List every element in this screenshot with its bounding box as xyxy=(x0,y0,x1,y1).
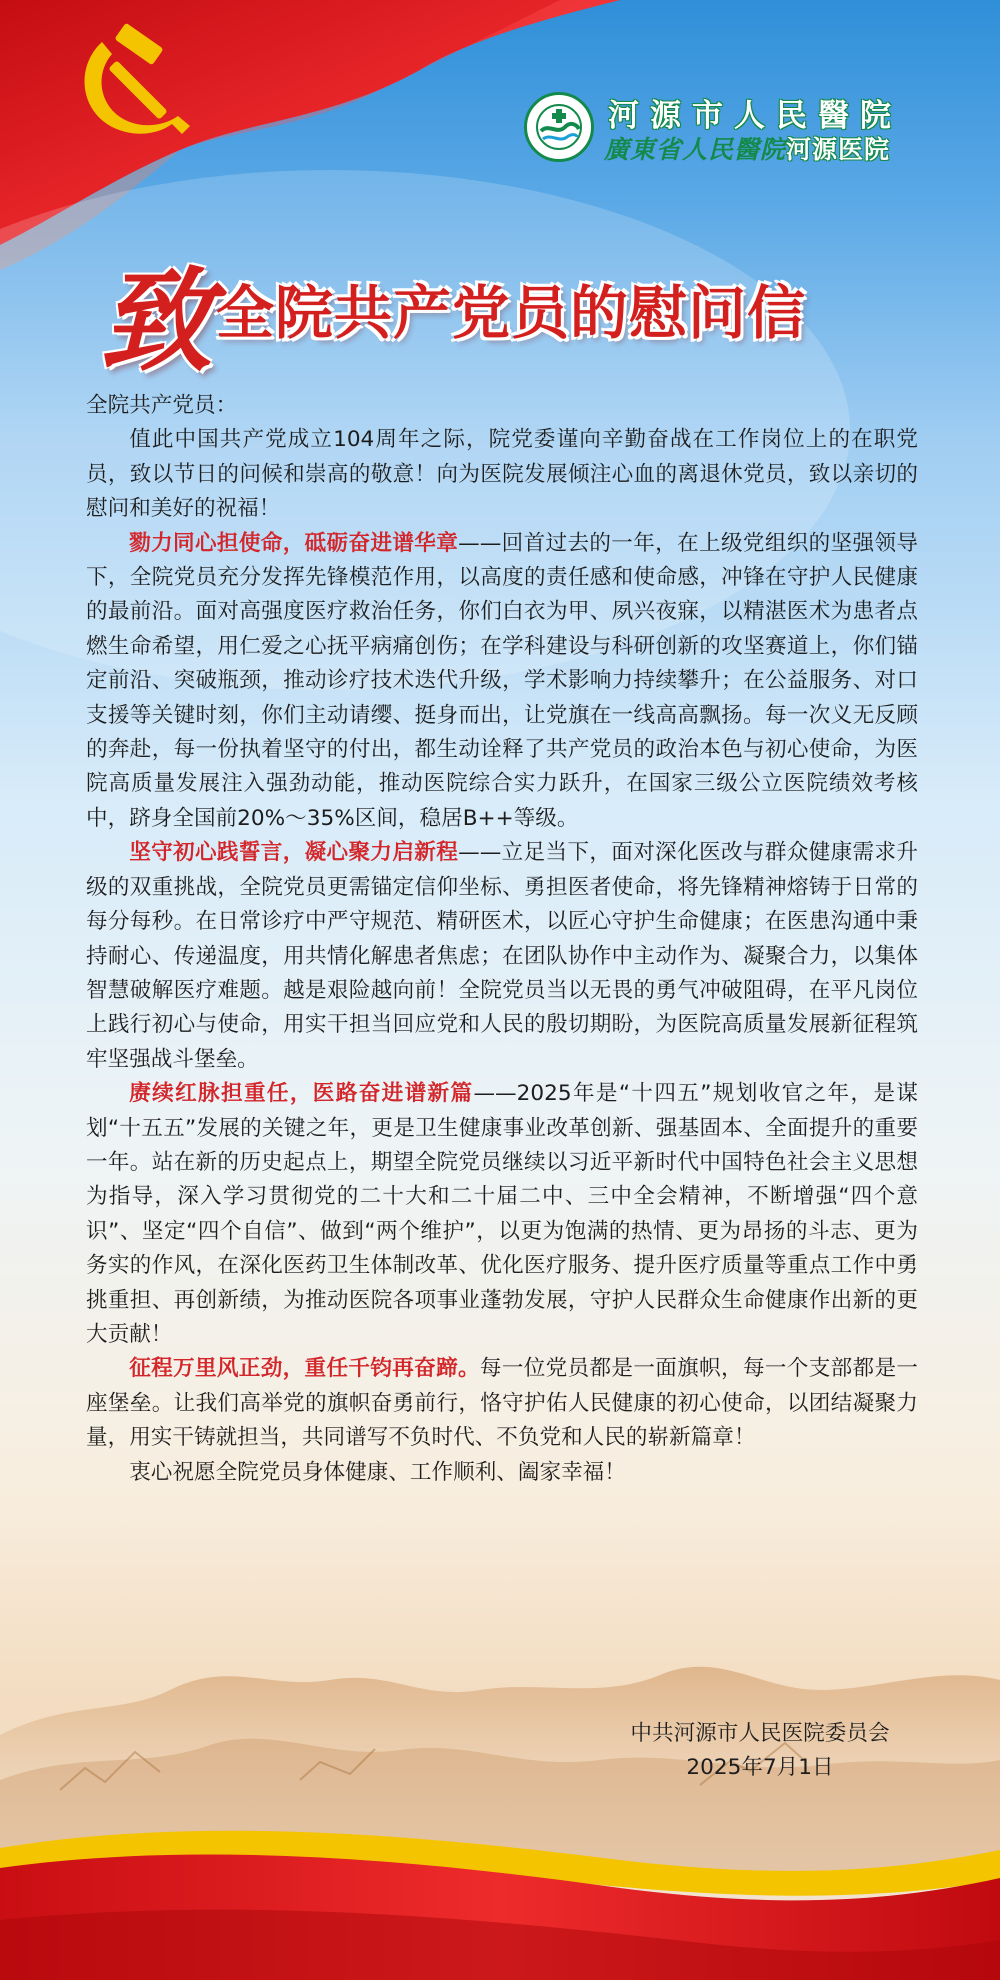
hospital-subname-branch: 河源医院 xyxy=(786,135,891,164)
section-text: ——回首过去的一年，在上级党组织的坚强领导下，全院党员充分发挥先锋模范作用，以高度的责任感和使命感，冲锋在守护人民健康的最前沿。面对高强度医疗救治任务，你们白衣为甲、夙兴夜寐，以精湛医术为患者点燃生命希望，用仁爱之心抚平病痛创伤；在学科建设与科研创新的攻坚赛道上，你们锚定前沿、突破瓶颈，推动诊疗技术迭代升级，学术影响力持续攀升；在公益服务、对口支援等关键时刻，你们主动请缨、挺身而出，让党旗在一线高高飘扬。每一次义无反顾的奔赴，每一份执着坚守的付出，都生动诠释了共产党员的政治本色与初心使命，为医院高质量发展注入强劲动能，推动医院综合实力跃升，在国家三级公立医院绩效考核中，跻身全国前20%～35%区间，稳居B++等级。 xyxy=(86,530,918,831)
letter-section xyxy=(86,527,918,837)
hospital-subname xyxy=(604,130,890,166)
letter-intro: 值此中国共产党成立104周年之际，院党委谨向辛勤奋战在工作岗位上的在职党员，致以节日的问候和崇高的敬意！向为医院发展倾注心血的离退休党员，致以亲切的慰问和美好的祝福！ xyxy=(86,427,918,522)
hammer-and-sickle-icon xyxy=(62,20,202,150)
letter-signoff xyxy=(560,1717,960,1785)
section-text: ——立足当下，面对深化医改与群众健康需求升级的双重挑战，全院党员更需锚定信仰坐标、勇担医者使命，将先锋精神熔铸于日常的每分每秒。在日常诊疗中严守规范、精研医术，以匠心守护生命健康；在医患沟通中秉持耐心、传递温度，用共情化解患者焦虑；在团队协作中主动作为、凝聚合力，以集体智慧破解医疗难题。越是艰险越向前！全院党员当以无畏的勇气冲破阻碍，在平凡岗位上践行初心与使命，用实干担当回应党和人民的殷切期盼，为医院高质量发展新征程筑牢坚强战斗堡垒。 xyxy=(86,840,918,1072)
section-text: 每一位党员都是一面旗帜，每一个支部都是一座堡垒。让我们高举党的旗帜奋勇前行，恪守护佑人民健康的初心使命，以团结凝聚力量，用实干铸就担当，共同谱写不负时代、不负党和人民的崭新篇章！ xyxy=(86,1356,918,1451)
letter-salutation: 全院共产党员： xyxy=(86,393,238,418)
title-first-char: 致 xyxy=(100,256,212,387)
letter-title xyxy=(100,236,960,387)
hospital-name: 河源市人民醫院 xyxy=(608,98,902,134)
hospital-logo xyxy=(524,88,964,168)
hospital-emblem-icon xyxy=(524,92,594,162)
section-heading: 赓续红脉担重任，医路奋进谱新篇 xyxy=(129,1081,474,1107)
title-text: 全院共产党员的慰问信 xyxy=(216,279,807,347)
hospital-subname-parent: 廣東省人民醫院 xyxy=(604,135,787,164)
letter-section xyxy=(86,836,918,1077)
letter-date: 2025年7月1日 xyxy=(686,1755,834,1780)
letter-body xyxy=(86,389,918,1490)
section-heading: 坚守初心践誓言，凝心聚力启新程 xyxy=(129,840,459,866)
section-text: ——2025年是“十四五”规划收官之年，是谋划“十五五”发展的关键之年，更是卫生健康事业改革创新、强基固本、全面提升的重要一年。站在新的历史起点上，期望全院党员继续以习近平新时代中国特色社会主义思想为指导，深入学习贯彻党的二十大和二十届二中、三中全会精神，不断增强“四个意识”、坚定“四个自信”、做到“两个维护”，以更为饱满的热情、更为昂扬的斗志、更为务实的作风，在深化医药卫生体制改革、优化医疗服务、提升医疗质量等重点工作中勇挑重担、再创新绩，为推动医院各项事业蓬勃发展，守护人民群众生命健康作出新的更大贡献！ xyxy=(86,1081,918,1347)
letter-section xyxy=(86,1077,918,1352)
signature: 中共河源市人民医院委员会 xyxy=(630,1721,890,1746)
section-heading: 征程万里风正劲，重任千钧再奋蹄。 xyxy=(129,1356,480,1382)
letter-closing: 衷心祝愿全院党员身体健康、工作顺利、阖家幸福！ xyxy=(129,1459,626,1485)
section-heading: 勠力同心担使命，砥砺奋进谱华章 xyxy=(129,530,459,556)
letter-section xyxy=(86,1352,918,1455)
